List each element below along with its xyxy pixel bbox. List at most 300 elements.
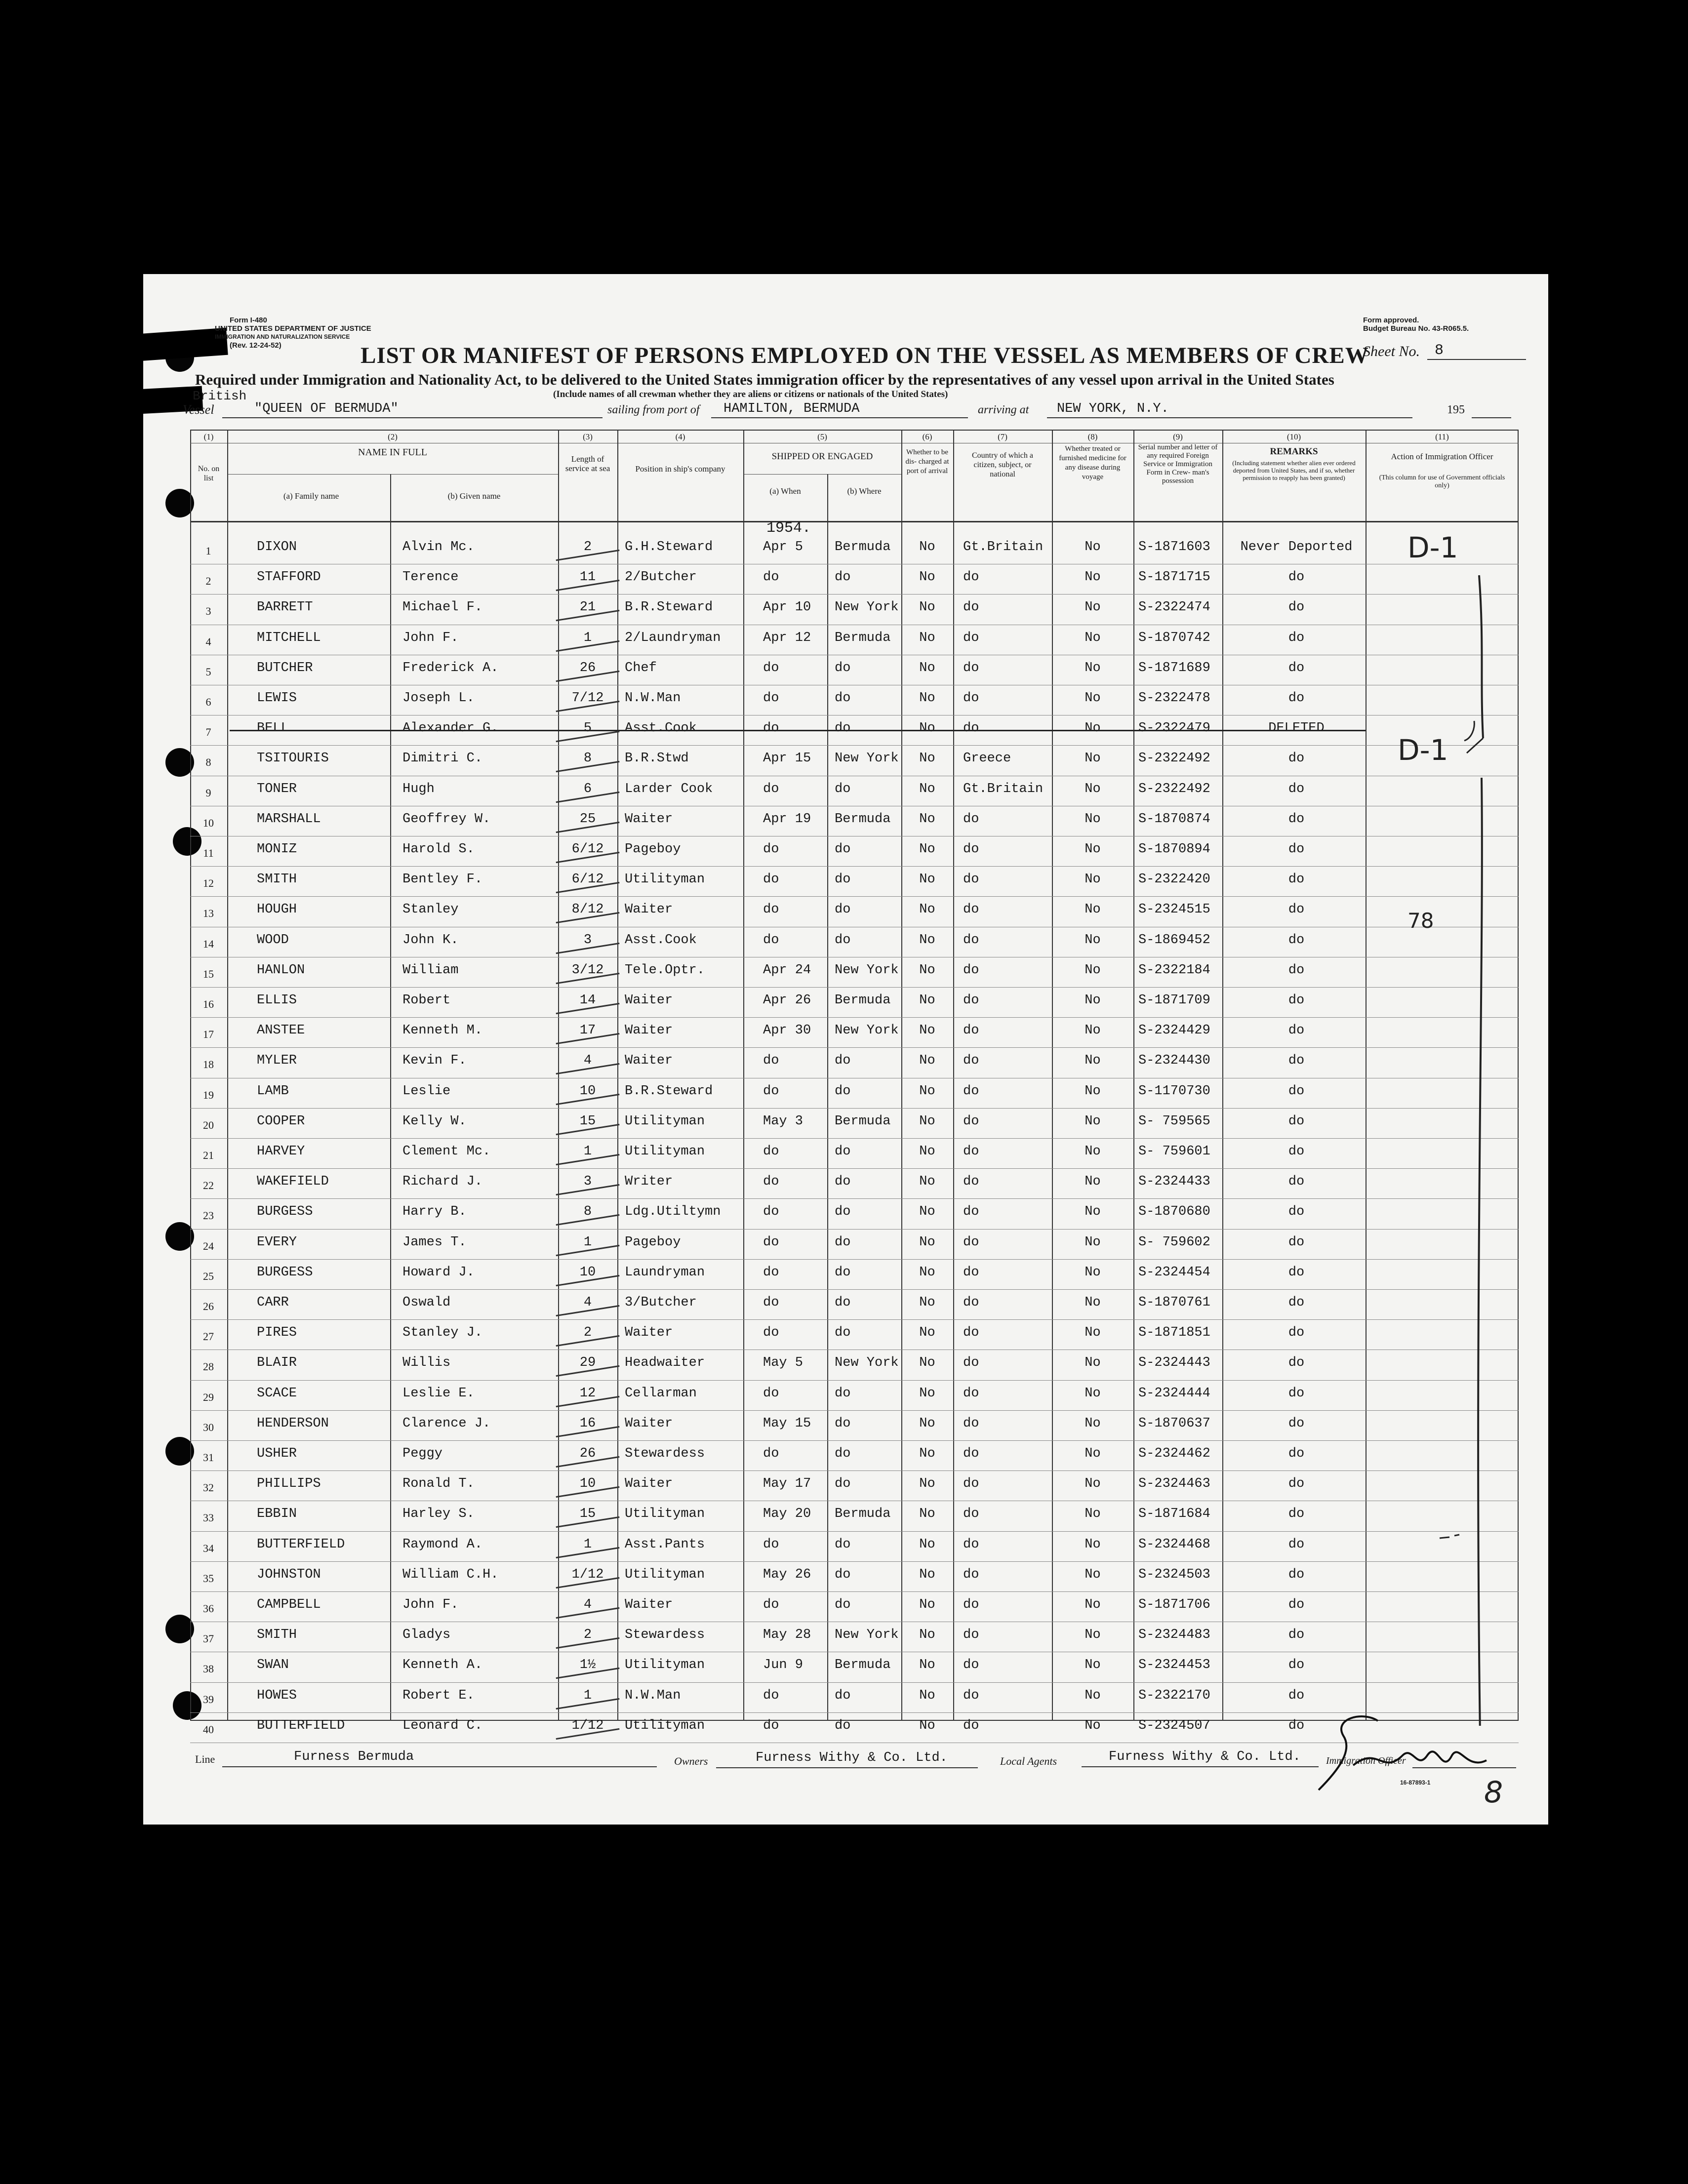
- arriving-port: NEW YORK, N.Y.: [1057, 401, 1169, 416]
- row-number: 3: [205, 605, 211, 618]
- remarks: do: [1288, 1144, 1305, 1159]
- shipped-where: do: [835, 1567, 851, 1582]
- given-name: Frederick A.: [402, 660, 499, 675]
- shipped-when: do: [763, 902, 779, 917]
- discharged: No: [919, 1567, 935, 1582]
- given-name: Willis: [402, 1355, 451, 1371]
- discharged: No: [919, 1476, 935, 1492]
- medicine: No: [1085, 751, 1101, 766]
- row-number: 36: [203, 1602, 214, 1615]
- family-name: HENDERSON: [257, 1416, 329, 1431]
- shipped-where: do: [835, 1325, 851, 1341]
- given-name: Joseph L.: [402, 691, 475, 706]
- medicine: No: [1085, 660, 1101, 675]
- row-number: 14: [203, 937, 214, 950]
- medicine: No: [1085, 781, 1101, 796]
- serial-number: S-2324483: [1138, 1628, 1210, 1643]
- service-length: 2: [583, 1628, 592, 1643]
- shipped-when: do: [763, 1597, 779, 1612]
- row-number: 21: [203, 1149, 214, 1161]
- shipped-when: May 15: [763, 1416, 811, 1431]
- medicine: No: [1085, 1537, 1101, 1552]
- shipped-when: Jun 9: [763, 1658, 804, 1673]
- family-name: ELLIS: [257, 993, 297, 1008]
- medicine: No: [1085, 872, 1101, 887]
- column-divider: [390, 474, 391, 1721]
- shipped-where: do: [835, 1386, 851, 1401]
- medicine: No: [1085, 1113, 1101, 1129]
- shipped-where: do: [835, 1597, 851, 1612]
- family-name: CAMPBELL: [257, 1597, 321, 1612]
- shipped-when: do: [763, 1688, 779, 1703]
- shipped-where: New York: [835, 962, 899, 978]
- country: do: [963, 1597, 979, 1612]
- row-number: 39: [203, 1693, 214, 1706]
- medicine: No: [1085, 1688, 1101, 1703]
- discharged: No: [919, 1144, 935, 1159]
- col2b-header: (b) Given name: [447, 491, 501, 501]
- country: do: [963, 1325, 979, 1341]
- medicine: No: [1085, 1507, 1101, 1522]
- shipped-when: do: [763, 1265, 779, 1280]
- owners-name: Furness Withy & Co. Ltd.: [756, 1750, 948, 1765]
- row-rule: [190, 1591, 1519, 1592]
- row-number: 25: [203, 1270, 214, 1282]
- row-number: 20: [203, 1118, 214, 1131]
- position: Utilityman: [625, 1113, 705, 1129]
- shipped-where: do: [835, 1083, 851, 1099]
- country: do: [963, 902, 979, 917]
- serial-number: S-2324515: [1138, 902, 1210, 917]
- remarks: do: [1288, 1386, 1305, 1401]
- family-name: HOUGH: [257, 902, 297, 917]
- arriving-line: [1047, 417, 1412, 418]
- given-name: Howard J.: [402, 1265, 475, 1280]
- family-name: LAMB: [257, 1083, 289, 1099]
- medicine: No: [1085, 1204, 1101, 1220]
- remarks: do: [1288, 1567, 1305, 1582]
- shipped-when: do: [763, 1204, 779, 1220]
- remarks: do: [1288, 872, 1305, 887]
- row-number: 16: [203, 998, 214, 1010]
- position: Waiter: [625, 1476, 673, 1492]
- column-divider: [1222, 430, 1223, 1721]
- shipped-when: Apr 19: [763, 811, 811, 827]
- position: Writer: [625, 1174, 673, 1190]
- year-note: 1954.: [766, 520, 811, 537]
- remarks: do: [1288, 1507, 1305, 1522]
- service-length: 21: [579, 600, 596, 615]
- officer-check-lines: [1366, 521, 1519, 1726]
- annotation-d1: D-1: [1407, 531, 1458, 564]
- col1-number: (1): [203, 432, 214, 441]
- medicine: No: [1085, 962, 1101, 978]
- service-length: 1: [583, 630, 592, 645]
- row-number: 9: [205, 786, 211, 799]
- country: Gt.Britain: [963, 540, 1044, 555]
- shipped-where: do: [835, 1204, 851, 1220]
- shipped-when: May 5: [763, 1355, 804, 1371]
- remarks: do: [1288, 1053, 1305, 1069]
- serial-number: S-1870680: [1138, 1204, 1210, 1220]
- family-name: BURGESS: [257, 1265, 313, 1280]
- header-bottom-rule: [190, 521, 1519, 522]
- country: do: [963, 1628, 979, 1643]
- position: 2/Laundryman: [625, 630, 721, 645]
- col8-header: Whether treated or furnished medicine for any disease during voyage: [1059, 445, 1126, 481]
- column-divider: [227, 430, 228, 1721]
- country: do: [963, 842, 979, 857]
- medicine: No: [1085, 570, 1101, 585]
- position: Waiter: [625, 993, 673, 1008]
- row-number: 34: [203, 1542, 214, 1554]
- remarks: do: [1288, 1174, 1305, 1190]
- position: 2/Butcher: [625, 570, 697, 585]
- service-length: 8/12: [571, 902, 604, 917]
- shipped-when: do: [763, 1295, 779, 1310]
- sailing-port: HAMILTON, BERMUDA: [723, 401, 860, 416]
- given-name: Ronald T.: [402, 1476, 475, 1492]
- position: Utilityman: [625, 872, 705, 887]
- row-rule: [190, 1198, 1519, 1199]
- remarks: do: [1288, 902, 1305, 917]
- position: Laundryman: [625, 1265, 705, 1280]
- column-divider: [827, 474, 828, 1721]
- given-name: Robert: [402, 993, 451, 1008]
- medicine: No: [1085, 902, 1101, 917]
- serial-number: S-2322170: [1138, 1688, 1210, 1703]
- shipped-when: Apr 12: [763, 630, 811, 645]
- shipped-where: do: [835, 1234, 851, 1250]
- shipped-where: do: [835, 1053, 851, 1069]
- col11-note: (This column for use of Government officials only): [1379, 474, 1505, 489]
- medicine: No: [1085, 993, 1101, 1008]
- col2a-header: (a) Family name: [283, 491, 339, 501]
- given-name: Harold S.: [402, 842, 475, 857]
- service-length: 29: [579, 1355, 596, 1371]
- country: do: [963, 1386, 979, 1401]
- country: do: [963, 1416, 979, 1431]
- serial-number: S-2324507: [1138, 1718, 1210, 1733]
- agents-label: Local Agents: [1000, 1755, 1057, 1767]
- position: Waiter: [625, 1597, 673, 1612]
- remarks: do: [1288, 1325, 1305, 1341]
- medicine: No: [1085, 1628, 1101, 1643]
- family-name: SWAN: [257, 1658, 289, 1673]
- serial-number: S-1871851: [1138, 1325, 1210, 1341]
- remarks: do: [1288, 1658, 1305, 1673]
- country: do: [963, 1023, 979, 1038]
- remarks: do: [1288, 1295, 1305, 1310]
- row-rule: [190, 866, 1519, 867]
- position: Ldg.Utiltymn: [625, 1204, 721, 1220]
- medicine: No: [1085, 1023, 1101, 1038]
- family-name: MONIZ: [257, 842, 297, 857]
- country: do: [963, 1446, 979, 1461]
- manifest-title: LIST OR MANIFEST OF PERSONS EMPLOYED ON THE VESSEL AS MEMBERS OF CREW: [361, 343, 1369, 368]
- discharged: No: [919, 781, 935, 796]
- shipped-where: do: [835, 1537, 851, 1552]
- remarks: do: [1288, 1113, 1305, 1129]
- discharged: No: [919, 540, 935, 555]
- serial-number: S-1871706: [1138, 1597, 1210, 1612]
- medicine: No: [1085, 1718, 1101, 1733]
- serial-number: S-2322420: [1138, 872, 1210, 887]
- given-name: William: [402, 962, 459, 978]
- discharged: No: [919, 721, 935, 736]
- given-name: Kenneth M.: [402, 1023, 483, 1038]
- remarks: do: [1288, 1476, 1305, 1492]
- service-length: 7/12: [571, 691, 604, 706]
- shipped-when: do: [763, 1537, 779, 1552]
- row-number: 35: [203, 1572, 214, 1585]
- service-name: IMMIGRATION AND NATURALIZATION SERVICE: [215, 333, 350, 340]
- position: Waiter: [625, 1325, 673, 1341]
- row-rule: [190, 1108, 1519, 1109]
- position: Asst.Pants: [625, 1537, 705, 1552]
- shipped-where: do: [835, 721, 851, 736]
- service-length: 1: [583, 1537, 592, 1552]
- col10-note: (Including statement whether alien ever ordered deported from United States, and if so, whether permission to reapply has been granted): [1232, 459, 1356, 481]
- discharged: No: [919, 902, 935, 917]
- column-divider: [743, 430, 744, 1721]
- crew-table-frame: [190, 430, 1519, 1721]
- row-number: 33: [203, 1511, 214, 1524]
- form-number: Form I-480: [230, 316, 267, 324]
- family-name: TONER: [257, 781, 297, 796]
- service-length: 6: [583, 781, 592, 796]
- medicine: No: [1085, 1174, 1101, 1190]
- family-name: PHILLIPS: [257, 1476, 321, 1492]
- discharged: No: [919, 570, 935, 585]
- remarks: Never Deported: [1240, 540, 1353, 555]
- remarks: do: [1288, 1416, 1305, 1431]
- discharged: No: [919, 1597, 935, 1612]
- col5a-header: (a) When: [769, 486, 801, 496]
- country: do: [963, 1144, 979, 1159]
- medicine: No: [1085, 1144, 1101, 1159]
- discharged: No: [919, 1234, 935, 1250]
- serial-number: S-2322492: [1138, 751, 1210, 766]
- discharged: No: [919, 1083, 935, 1099]
- shipped-where: do: [835, 781, 851, 796]
- col4-number: (4): [675, 432, 685, 441]
- discharged: No: [919, 811, 935, 827]
- col7-header: Country of which a citizen, subject, or national: [972, 451, 1033, 478]
- given-name: Geoffrey W.: [402, 811, 491, 827]
- discharged: No: [919, 1718, 935, 1733]
- row-number: 26: [203, 1300, 214, 1312]
- position: Utilityman: [625, 1567, 705, 1582]
- shipped-where: do: [835, 1718, 851, 1733]
- row-number: 13: [203, 907, 214, 920]
- shipped-when: do: [763, 721, 779, 736]
- position: Utilityman: [625, 1658, 705, 1673]
- row-rule: [190, 1380, 1519, 1381]
- medicine: No: [1085, 691, 1101, 706]
- country: do: [963, 660, 979, 675]
- serial-number: S-2324453: [1138, 1658, 1210, 1673]
- shipped-where: Bermuda: [835, 630, 891, 645]
- col7-number: (7): [998, 432, 1007, 441]
- remarks: do: [1288, 932, 1305, 948]
- serial-number: S-2324444: [1138, 1386, 1210, 1401]
- row-number: 17: [203, 1028, 214, 1041]
- remarks: do: [1288, 1023, 1305, 1038]
- family-name: BLAIR: [257, 1355, 297, 1371]
- service-length: 26: [579, 1446, 596, 1461]
- row-number: 30: [203, 1421, 214, 1433]
- shipped-where: do: [835, 1446, 851, 1461]
- serial-number: S-2324462: [1138, 1446, 1210, 1461]
- shipped-where: do: [835, 691, 851, 706]
- remarks: do: [1288, 691, 1305, 706]
- shipped-subheader-rule: [743, 474, 901, 475]
- family-name: BUTTERFIELD: [257, 1537, 345, 1552]
- country: do: [963, 1204, 979, 1220]
- shipped-where: Bermuda: [835, 1658, 891, 1673]
- sailing-label: sailing from port of: [607, 403, 700, 416]
- family-name: EBBIN: [257, 1507, 297, 1522]
- row-rule: [190, 594, 1519, 595]
- remarks: do: [1288, 1204, 1305, 1220]
- shipped-where: do: [835, 1416, 851, 1431]
- serial-number: S-1170730: [1138, 1083, 1210, 1099]
- country: do: [963, 1295, 979, 1310]
- row-rule: [190, 1229, 1519, 1230]
- discharged: No: [919, 1053, 935, 1069]
- service-length: 10: [579, 1476, 596, 1492]
- shipped-when: do: [763, 1174, 779, 1190]
- discharged: No: [919, 1113, 935, 1129]
- remarks: do: [1288, 1628, 1305, 1643]
- given-name: William C.H.: [402, 1567, 499, 1582]
- family-name: WOOD: [257, 932, 289, 948]
- shipped-where: Bermuda: [835, 1507, 891, 1522]
- row-number: 31: [203, 1451, 214, 1464]
- medicine: No: [1085, 1295, 1101, 1310]
- shipped-when: Apr 5: [763, 540, 804, 555]
- nationality: British: [193, 389, 247, 403]
- family-name: ANSTEE: [257, 1023, 305, 1038]
- discharged: No: [919, 1325, 935, 1341]
- family-name: EVERY: [257, 1234, 297, 1250]
- position: Headwaiter: [625, 1355, 705, 1371]
- medicine: No: [1085, 600, 1101, 615]
- position: Asst.Cook: [625, 721, 697, 736]
- year-line: [1472, 417, 1511, 418]
- discharged: No: [919, 993, 935, 1008]
- service-length: 5: [583, 721, 592, 736]
- medicine: No: [1085, 1567, 1101, 1582]
- position: Larder Cook: [625, 781, 713, 796]
- service-length: 3/12: [571, 962, 604, 978]
- shipped-where: do: [835, 1688, 851, 1703]
- agents-name: Furness Withy & Co. Ltd.: [1109, 1749, 1301, 1764]
- row-number: 12: [203, 877, 214, 890]
- position: 3/Butcher: [625, 1295, 697, 1310]
- position: Stewardess: [625, 1446, 705, 1461]
- col6-header: Whether to be dis- charged at port of arrival: [905, 448, 949, 475]
- serial-number: S-2324430: [1138, 1053, 1210, 1069]
- remarks: do: [1288, 1446, 1305, 1461]
- country: do: [963, 932, 979, 948]
- row-number: 40: [203, 1723, 214, 1736]
- remarks: do: [1288, 993, 1305, 1008]
- row-rule: [190, 1259, 1519, 1260]
- shipped-when: May 26: [763, 1567, 811, 1582]
- country: do: [963, 1688, 979, 1703]
- remarks: do: [1288, 1718, 1305, 1733]
- shipped-where: New York: [835, 1355, 899, 1371]
- remarks: do: [1288, 1234, 1305, 1250]
- serial-number: S-2324503: [1138, 1567, 1210, 1582]
- given-name: Kevin F.: [402, 1053, 467, 1069]
- given-name: John F.: [402, 630, 459, 645]
- shipped-when: do: [763, 1718, 779, 1733]
- position: Waiter: [625, 811, 673, 827]
- family-name: MARSHALL: [257, 811, 321, 827]
- given-name: Alexander G.: [402, 721, 499, 736]
- remarks: do: [1288, 781, 1305, 796]
- discharged: No: [919, 1628, 935, 1643]
- discharged: No: [919, 660, 935, 675]
- family-name: USHER: [257, 1446, 297, 1461]
- row-rule: [190, 1682, 1519, 1683]
- given-name: Clement Mc.: [402, 1144, 491, 1159]
- position: Waiter: [625, 1023, 673, 1038]
- given-name: Robert E.: [402, 1688, 475, 1703]
- row-number: 29: [203, 1390, 214, 1403]
- country: do: [963, 691, 979, 706]
- row-number: 37: [203, 1632, 214, 1645]
- service-length: 26: [579, 660, 596, 675]
- remarks: DELETED: [1268, 721, 1325, 736]
- shipped-where: do: [835, 1144, 851, 1159]
- row-rule: [190, 1561, 1519, 1562]
- shipped-where: do: [835, 932, 851, 948]
- shipped-when: do: [763, 660, 779, 675]
- shipped-where: do: [835, 902, 851, 917]
- position: Pageboy: [625, 842, 681, 857]
- col1-header: No. on list: [198, 465, 220, 482]
- line-name: Furness Bermuda: [294, 1749, 414, 1764]
- given-name: Michael F.: [402, 600, 483, 615]
- service-length: 1: [583, 1234, 592, 1250]
- family-name: MYLER: [257, 1053, 297, 1069]
- remarks: do: [1288, 1083, 1305, 1099]
- row-number: 5: [205, 665, 211, 678]
- shipped-where: do: [835, 842, 851, 857]
- serial-number: S-2322478: [1138, 691, 1210, 706]
- shipped-when: Apr 26: [763, 993, 811, 1008]
- col10-header: REMARKS: [1270, 446, 1318, 457]
- arriving-label: arriving at: [978, 403, 1029, 416]
- serial-number: S- 759565: [1138, 1113, 1210, 1129]
- owners-rule: [716, 1767, 978, 1768]
- given-name: Peggy: [402, 1446, 443, 1461]
- shipped-where: New York: [835, 600, 899, 615]
- family-name: LEWIS: [257, 691, 297, 706]
- shipped-when: do: [763, 1053, 779, 1069]
- position: Waiter: [625, 1053, 673, 1069]
- given-name: Richard J.: [402, 1174, 483, 1190]
- country: do: [963, 1355, 979, 1371]
- position: B.R.Steward: [625, 600, 713, 615]
- remarks: do: [1288, 1688, 1305, 1703]
- serial-number: S-2324468: [1138, 1537, 1210, 1552]
- shipped-where: do: [835, 660, 851, 675]
